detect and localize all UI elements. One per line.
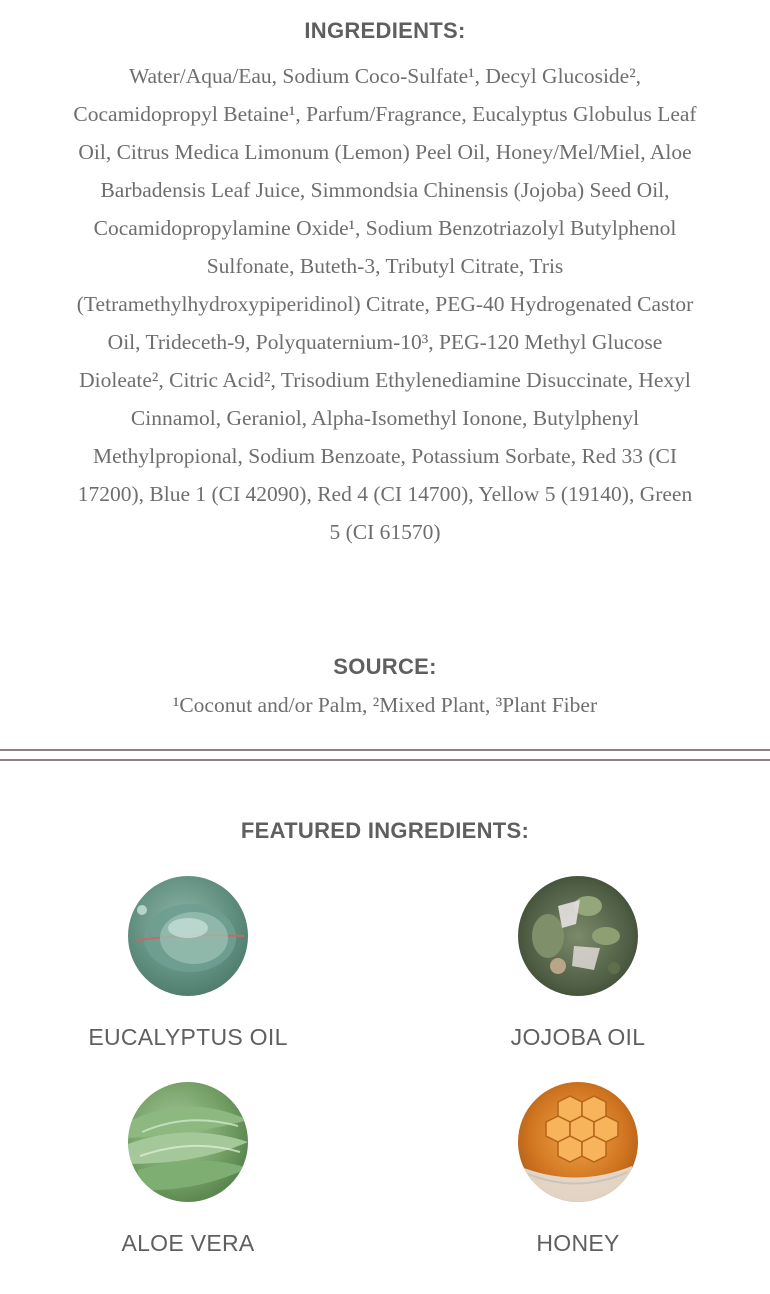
ingredients-heading: INGREDIENTS: [304, 18, 466, 43]
divider-bottom [0, 759, 770, 761]
featured-item-label: EUCALYPTUS OIL [88, 1024, 288, 1050]
source-text: ¹Coconut and/or Palm, ²Mixed Plant, ³Plant Fiber [172, 693, 598, 717]
featured-ingredients-heading: FEATURED INGREDIENTS: [240, 818, 530, 843]
honeycomb-image [518, 1082, 638, 1202]
source-heading: SOURCE: [333, 654, 437, 679]
featured-item-label: ALOE VERA [121, 1230, 255, 1256]
featured-item-label: JOJOBA OIL [510, 1024, 646, 1050]
eucalyptus-leaf-image [128, 876, 248, 996]
featured-item-eucalyptus [38, 876, 338, 1051]
featured-item-honey [428, 1082, 728, 1257]
featured-item-aloe [38, 1082, 338, 1257]
featured-item-jojoba [428, 876, 728, 1051]
ingredients-list: Water/Aqua/Eau, Sodium Coco-Sulfate¹, Decyl Glucoside², Cocamidopropyl Betaine¹, Parfum/Fragrance, Eucalyptus Globulus Leaf Oil, Citrus Medica Limonum (Lemon) Peel Oil, Honey/Mel/Miel, Aloe Barbadensis Leaf Juice, Simmondsia Chinensis (Jojoba) Seed Oil, Cocamidopropylamine Oxide¹, Sodium Benzotriazolyl Butylphenol Sulfonate, Buteth-3, Tributyl Citrate, Tris (Tetramethylhydroxypiperidinol) Citrate, PEG-40 Hydrogenated Castor Oil, Trideceth-9, Polyquaternium-10³, PEG-120 Methyl Glucose Dioleate², Citric Acid², Trisodium Ethylenediamine Disuccinate, Hexyl Cinnamol, Geraniol, Alpha-Isomethyl Ionone, Butylphenyl Methylpropional, Sodium Benzoate, Potassium Sorbate, Red 33 (CI 17200), Blue 1 (CI 42090), Red 4 (CI 14700), Yellow 5 (19140), Green 5 (CI 61570) [73, 64, 697, 544]
featured-item-label: HONEY [536, 1230, 620, 1256]
aloe-leaves-image [128, 1082, 248, 1202]
divider-top [0, 749, 770, 751]
jojoba-plant-image [518, 876, 638, 996]
